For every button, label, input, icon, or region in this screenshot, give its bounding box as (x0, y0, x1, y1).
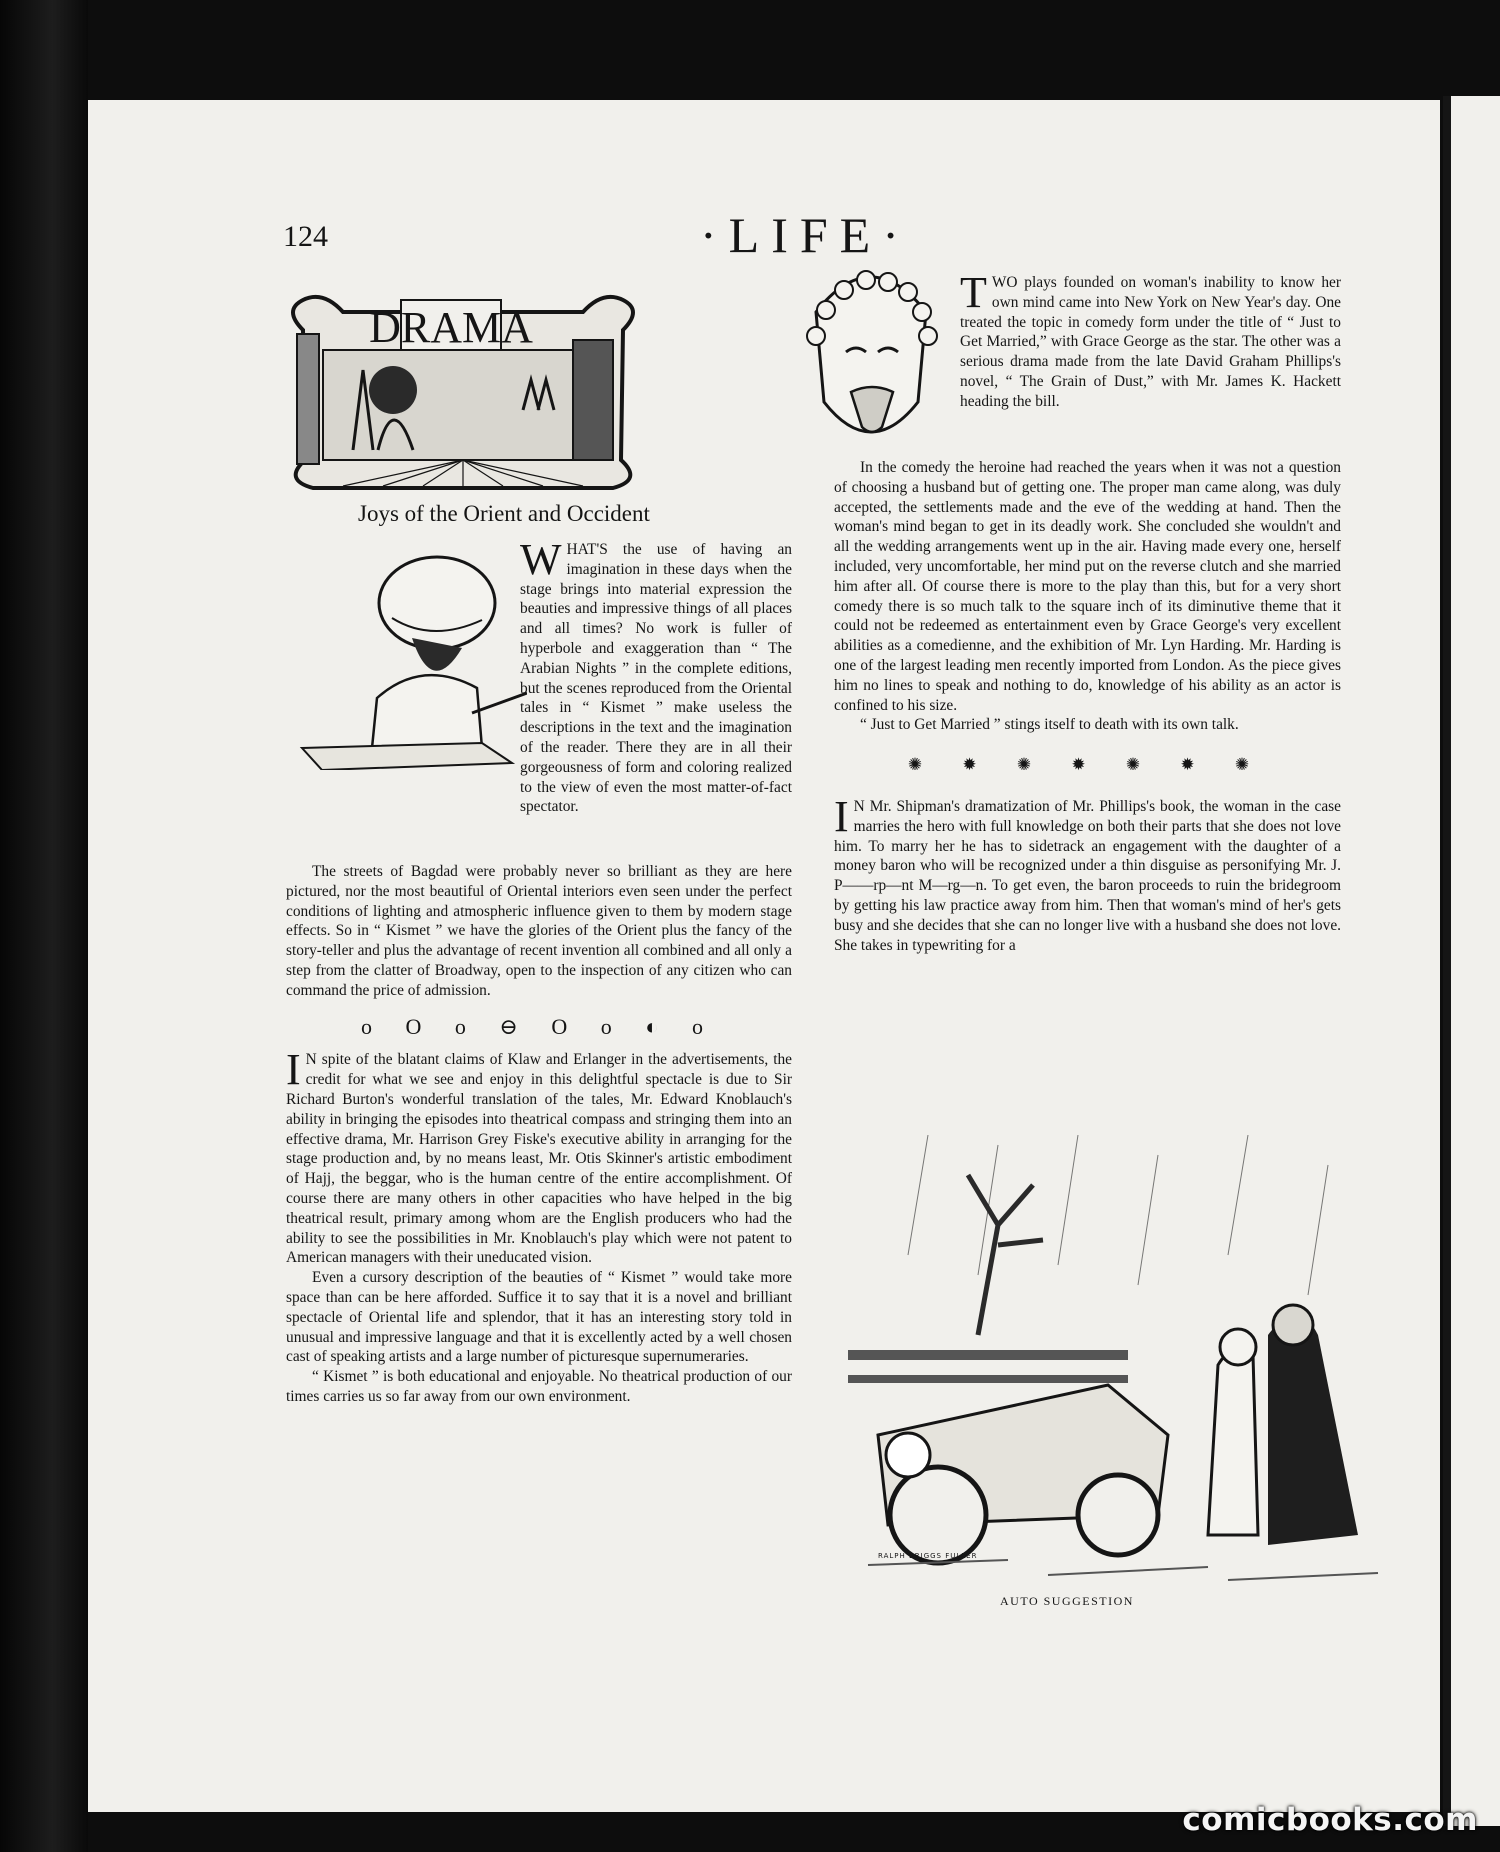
article-paragraph: In the comedy the heroine had reached the years when it was not a question of choosing a husband but of getting one. The proper man came along, was duly accepted, the settlements made and the eve of the wedding at hand. Then the woman's mind began to get in its deadly work. She concluded she wouldn't and all the wedding arrangements went up in the air. Having made every one, herself included, very uncomfortable, her mind put on the reverse clutch and she married him after all. Of course there is more to the play than this, but for a very short comedy there is so much talk to the square inch of its diminutive theme that it could not be redeemed as entertainment even by Grace George's very excellent abilities as a comedienne, and the exhibition of Mr. Lyn Harding. Mr. Harding is one of the largest leading men recently imported from London. As the piece gives him no lines to speak and nothing to do, knowledge of his ability as an actor is confined to his size. (834, 459, 1341, 714)
article-column-right (834, 458, 1341, 955)
article-title: Joys of the Orient and Occident (358, 501, 650, 526)
cartoon-caption: AUTO SUGGESTION (1000, 1594, 1134, 1608)
ornament-separator: o O o ⊖ O o ◐ o (361, 1013, 717, 1039)
article-column-right-intro (960, 268, 1341, 412)
ornament-separator: ✺ ✹ ✺ ✹ ✺ ✹ ✺ (907, 755, 1268, 775)
section-text: N spite of the blatant claims of Klaw and Erlanger in the advertisements, the credit for what we see and enjoy in this delightful spectacle is due to Sir Richard Burton's wonderful translation of the tales, Mr. Edward Knoblauch's ability in bringing the episodes into theatrical compass and stringing them into an effective drama, Mr. Harrison Grey Fiske's executive ability in arranging for the stage production and, by no means least, Mr. Otis Skinner's artistic embodiment of Hajj, the beggar, who is the human centre of the entire accomplishment. Of course there are many others in other capacities who have helped in the big theatrical result, primary among whom are the English producers who had the ability to see the possibilities in Mr. Knoblauch's play which were not patent to American managers with their uneducated vision. (286, 1051, 792, 1267)
turbaned-storyteller-illustration (282, 548, 527, 770)
article-paragraph: “ Kismet ” is both educational and enjoyable. No theatrical production of our times carries us so far away from our own environment. (286, 1368, 792, 1405)
article-section-paragraph (834, 791, 1341, 955)
scan-left-edge (0, 0, 88, 1852)
artist-signature: RALPH BRIGGS FULLER (878, 1552, 978, 1560)
magazine-title: ·LIFE· (700, 207, 911, 263)
drama-heading: DRAMA (369, 303, 533, 352)
right-intro-drop-cap: T (960, 268, 987, 317)
intro-drop-cap: W (520, 535, 562, 584)
article-section-paragraph (286, 1045, 792, 1268)
article-paragraph: Even a cursory description of the beauties of “ Kismet ” would take more space than can be here afforded. Suffice it to say that it is a novel and brilliant spectacle of Oriental life and splendor, that it has an interesting story told in unusual and impressive language and that it is excellently acted by a well chosen cast of speaking artists and a large number of picturesque supernumeraries. (286, 1269, 792, 1366)
right-section-drop-cap: I (834, 791, 849, 841)
article-paragraph: The streets of Bagdad were probably never so brilliant as they are here pictured, nor the most beautiful of Oriental interiors even seen under the perfect conditions of lighting and atmospheric influence given to them by modern stage effects. So in “ Kismet ” we have the glories of the Orient plus the fancy of the story-teller and plus the advantage of recent invention all combined and all only a step from the clatter of Broadway, open to the inspection of any citizen who can command the price of admission. (286, 863, 792, 999)
article-column-left (286, 862, 792, 1407)
article-column-left-intro (520, 535, 792, 817)
watermark: comicbooks.com (1182, 1802, 1478, 1838)
section-text: N Mr. Shipman's dramatization of Mr. Phillips's book, the woman in the case marries the hero with full knowledge on both their parts that she does not love him. To marry her he has to sidetrack an engagement with the daughter of a money baron who will be recognized under a thin disguise as personifying Mr. J. P——rp—nt M—rg—n. To get even, the baron proceeds to ruin the bridegroom by getting his law practice away from him. Then that woman's mind of her's gets busy and she decides that she can no longer live with a husband she does not love. She takes in typewriting for a (834, 797, 1341, 954)
next-page-edge (1443, 96, 1500, 1826)
drama-banner-illustration (283, 290, 643, 492)
intro-paragraph: HAT'S the use of having an imagination in these days when the stage brings into material expression the beauties and impressive things of all places and all times? No work is fuller of hyperbole and exaggeration than “ The Arabian Nights ” in the complete editions, but the scenes reproduced from the Oriental tales in “ Kismet ” make useless the descriptions in the text and the imagination of the reader. There they are in all their gorgeousness of form and coloring realized to the view of even the most matter-of-fact spectator. (520, 541, 792, 816)
page-number: 124 (283, 220, 328, 253)
section-drop-cap: I (286, 1045, 301, 1095)
comedy-mask-illustration (796, 252, 946, 448)
article-paragraph: “ Just to Get Married ” stings itself to death with its own talk. (860, 716, 1239, 734)
right-intro-paragraph: WO plays founded on woman's inability to know her own mind came into New York on New Year's day. One treated the topic in comedy form under the title of “ Just to Get Married,” with Grace George as the star. The other was a serious drama made from the late David Graham Phillips's novel, “ The Grain of Dust,” with Mr. James K. Hackett heading the bill. (960, 274, 1341, 410)
auto-suggestion-cartoon (848, 1135, 1388, 1590)
